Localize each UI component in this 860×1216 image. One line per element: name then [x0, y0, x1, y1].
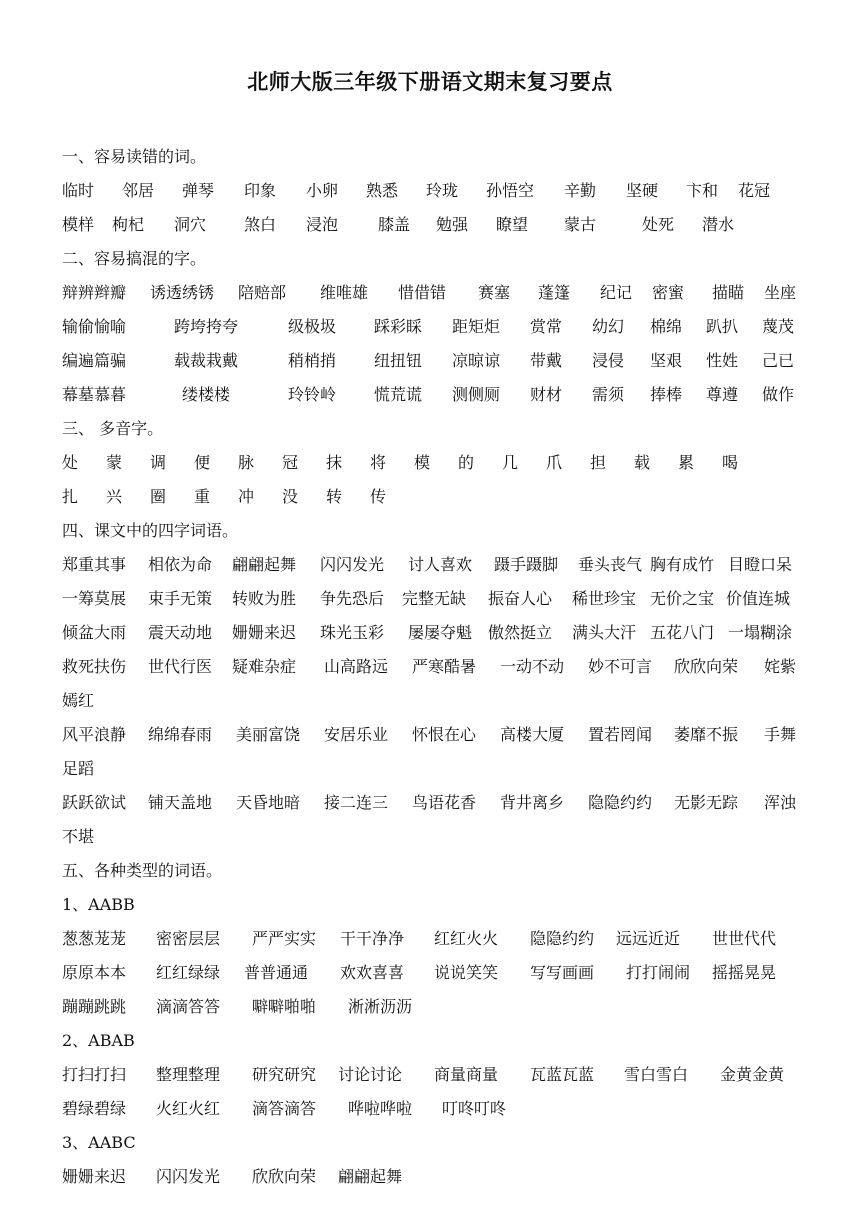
- confusing-word: 尊遵: [706, 385, 739, 404]
- misread-word: 熟悉: [366, 181, 399, 200]
- idioms-word: 足蹈: [62, 759, 95, 778]
- idioms-word: 翩翩起舞: [232, 555, 297, 574]
- confusing-word: 输偷愉喻: [62, 317, 127, 336]
- idioms-word: 严寒酷暑: [412, 657, 477, 676]
- aabb-word: 干干净净: [340, 929, 405, 948]
- aabb-word: 原原本本: [62, 963, 127, 982]
- idioms-word: 郑重其事: [62, 555, 127, 574]
- aabc-word: 姗姗来迟: [62, 1167, 127, 1186]
- idioms-word: 目瞪口呆: [728, 555, 793, 574]
- idioms-word: 束手无策: [148, 589, 213, 608]
- idioms-word: 五花八门: [650, 623, 715, 642]
- polyphones-word: 没: [282, 487, 299, 506]
- subsection-heading: 2、ABAB: [62, 1031, 135, 1050]
- idioms-word: 相依为命: [148, 555, 213, 574]
- section-heading: 四、课文中的四字词语。: [62, 521, 239, 540]
- idioms-word: 嫣红: [62, 691, 95, 710]
- idioms-word: 倾盆大雨: [62, 623, 127, 642]
- abab-word: 瓦蓝瓦蓝: [530, 1065, 595, 1084]
- confusing-word: 诱透绣锈: [150, 283, 215, 302]
- misread-word: 邻居: [122, 181, 155, 200]
- confusing-word: 幕墓慕暮: [62, 385, 127, 404]
- confusing-word: 稍梢捎: [288, 351, 337, 370]
- section-heading: 一、容易读错的词。: [62, 147, 207, 166]
- misread-word: 坚硬: [626, 181, 659, 200]
- section-heading: 五、各种类型的词语。: [62, 861, 223, 880]
- subsection-heading: 1、AABB: [62, 895, 135, 914]
- aabc-word: 欣欣向荣: [252, 1167, 317, 1186]
- polyphones-word: 抹: [326, 453, 343, 472]
- idioms-word: 鸟语花香: [412, 793, 477, 812]
- confusing-word: 蓬篷: [538, 283, 571, 302]
- aabb-word: 红红火火: [434, 929, 499, 948]
- confusing-word: 陪赔部: [238, 283, 287, 302]
- confusing-word: 需须: [592, 385, 625, 404]
- idioms-word: 安居乐业: [324, 725, 389, 744]
- polyphones-word: 累: [678, 453, 695, 472]
- abab-word: 滴答滴答: [252, 1099, 317, 1118]
- idioms-word: 疑难杂症: [232, 657, 297, 676]
- idioms-word: 胸有成竹: [650, 555, 715, 574]
- confusing-word: 坐座: [764, 283, 797, 302]
- polyphones-word: 将: [370, 453, 387, 472]
- misread-word: 小卵: [306, 181, 339, 200]
- misread-word: 孙悟空: [486, 181, 535, 200]
- idioms-word: 姗姗来迟: [232, 623, 297, 642]
- confusing-word: 测侧厕: [452, 385, 501, 404]
- polyphones-word: 传: [370, 487, 387, 506]
- abab-word: 雪白雪白: [624, 1065, 689, 1084]
- confusing-word: 惜借错: [398, 283, 447, 302]
- polyphones-word: 圈: [150, 487, 167, 506]
- confusing-word: 蔑茂: [762, 317, 795, 336]
- confusing-word: 编遍篇骗: [62, 351, 127, 370]
- misread-word: 煞白: [244, 215, 277, 234]
- idioms-word: 浑浊: [764, 793, 797, 812]
- section-heading: 二、容易搞混的字。: [62, 249, 207, 268]
- misread-word: 处死: [642, 215, 675, 234]
- misread-word: 勉强: [436, 215, 469, 234]
- confusing-word: 跨垮挎夸: [174, 317, 239, 336]
- misread-word: 浸泡: [306, 215, 339, 234]
- polyphones-word: 脉: [238, 453, 255, 472]
- confusing-word: 坚艰: [650, 351, 683, 370]
- idioms-word: 闪闪发光: [320, 555, 385, 574]
- confusing-word: 幼幻: [592, 317, 625, 336]
- polyphones-word: 扎: [62, 487, 79, 506]
- aabb-word: 淅淅沥沥: [348, 997, 413, 1016]
- idioms-word: 萎靡不振: [674, 725, 739, 744]
- confusing-word: 维唯雄: [320, 283, 369, 302]
- aabb-word: 普普通通: [244, 963, 309, 982]
- polyphones-word: 喝: [722, 453, 739, 472]
- aabb-word: 写写画画: [530, 963, 595, 982]
- aabb-word: 远远近近: [616, 929, 681, 948]
- aabb-word: 噼噼啪啪: [252, 997, 317, 1016]
- idioms-word: 价值连城: [726, 589, 791, 608]
- idioms-word: 跃跃欲试: [62, 793, 127, 812]
- polyphones-word: 便: [194, 453, 211, 472]
- abab-word: 打扫打扫: [62, 1065, 127, 1084]
- aabb-word: 欢欢喜喜: [340, 963, 405, 982]
- confusing-word: 距矩炬: [452, 317, 501, 336]
- polyphones-word: 模: [414, 453, 431, 472]
- section-heading: 三、 多音字。: [62, 419, 164, 438]
- aabb-word: 严严实实: [252, 929, 317, 948]
- aabb-word: 葱葱茏茏: [62, 929, 127, 948]
- idioms-word: 山高路远: [324, 657, 389, 676]
- confusing-word: 玲铃岭: [288, 385, 337, 404]
- confusing-word: 己已: [762, 351, 795, 370]
- aabb-word: 隐隐约约: [530, 929, 595, 948]
- confusing-word: 描瞄: [712, 283, 745, 302]
- idioms-word: 手舞: [764, 725, 797, 744]
- idioms-word: 接二连三: [324, 793, 389, 812]
- confusing-word: 纪记: [600, 283, 633, 302]
- confusing-word: 辩辨辫瓣: [62, 283, 127, 302]
- idioms-word: 不堪: [62, 827, 95, 846]
- idioms-word: 天昏地暗: [236, 793, 301, 812]
- confusing-word: 纽扭钮: [374, 351, 423, 370]
- confusing-word: 密蜜: [652, 283, 685, 302]
- idioms-word: 隐隐约约: [588, 793, 653, 812]
- idioms-word: 铺天盖地: [148, 793, 213, 812]
- idioms-word: 争先恐后: [320, 589, 385, 608]
- polyphones-word: 载: [634, 453, 651, 472]
- misread-word: 瞭望: [496, 215, 529, 234]
- aabc-word: 闪闪发光: [156, 1167, 221, 1186]
- confusing-word: 赏常: [530, 317, 563, 336]
- idioms-word: 美丽富饶: [236, 725, 301, 744]
- idioms-word: 讨人喜欢: [408, 555, 473, 574]
- aabb-word: 蹦蹦跳跳: [62, 997, 127, 1016]
- idioms-word: 妙不可言: [588, 657, 653, 676]
- abab-word: 火红火红: [156, 1099, 221, 1118]
- confusing-word: 赛塞: [478, 283, 511, 302]
- misread-word: 弹琴: [182, 181, 215, 200]
- abab-word: 商量商量: [434, 1065, 499, 1084]
- polyphones-word: 重: [194, 487, 211, 506]
- misread-word: 玲珑: [426, 181, 459, 200]
- confusing-word: 棉绵: [650, 317, 683, 336]
- abab-word: 哗啦哗啦: [348, 1099, 413, 1118]
- confusing-word: 凉晾谅: [452, 351, 501, 370]
- polyphones-word: 冲: [238, 487, 255, 506]
- polyphones-word: 处: [62, 453, 79, 472]
- confusing-word: 踩彩睬: [374, 317, 423, 336]
- idioms-word: 屡屡夺魁: [408, 623, 473, 642]
- idioms-word: 置若罔闻: [588, 725, 653, 744]
- abab-word: 整理整理: [156, 1065, 221, 1084]
- confusing-word: 缕楼楼: [182, 385, 231, 404]
- idioms-word: 完整无缺: [402, 589, 467, 608]
- misread-word: 模样: [62, 215, 95, 234]
- idioms-word: 一塌糊涂: [728, 623, 793, 642]
- idioms-word: 稀世珍宝: [572, 589, 637, 608]
- idioms-word: 振奋人心: [488, 589, 553, 608]
- confusing-word: 浸侵: [592, 351, 625, 370]
- aabb-word: 世世代代: [712, 929, 777, 948]
- idioms-word: 绵绵春雨: [148, 725, 213, 744]
- misread-word: 辛勤: [564, 181, 597, 200]
- idioms-word: 珠光玉彩: [320, 623, 385, 642]
- polyphones-word: 爪: [546, 453, 563, 472]
- idioms-word: 震天动地: [148, 623, 213, 642]
- idioms-word: 欣欣向荣: [674, 657, 739, 676]
- confusing-word: 载裁栽戴: [174, 351, 239, 370]
- aabc-word: 翩翩起舞: [338, 1167, 403, 1186]
- abab-word: 叮咚叮咚: [442, 1099, 507, 1118]
- misread-word: 枸杞: [112, 215, 145, 234]
- idioms-word: 姹紫: [764, 657, 797, 676]
- idioms-word: 无价之宝: [650, 589, 715, 608]
- polyphones-word: 几: [502, 453, 519, 472]
- misread-word: 洞穴: [174, 215, 207, 234]
- confusing-word: 财材: [530, 385, 563, 404]
- idioms-word: 蹑手蹑脚: [494, 555, 559, 574]
- page-title: 北师大版三年级下册语文期末复习要点: [247, 70, 613, 94]
- polyphones-word: 的: [458, 453, 475, 472]
- aabb-word: 红红绿绿: [156, 963, 221, 982]
- idioms-word: 垂头丧气: [578, 555, 643, 574]
- abab-word: 讨论讨论: [338, 1065, 403, 1084]
- idioms-word: 背井离乡: [500, 793, 565, 812]
- misread-word: 花冠: [738, 181, 771, 200]
- polyphones-word: 担: [590, 453, 607, 472]
- idioms-word: 无影无踪: [674, 793, 739, 812]
- confusing-word: 级极圾: [288, 317, 337, 336]
- idioms-word: 傲然挺立: [488, 623, 553, 642]
- idioms-word: 救死扶伤: [62, 657, 127, 676]
- polyphones-word: 调: [150, 453, 167, 472]
- confusing-word: 捧棒: [650, 385, 683, 404]
- confusing-word: 慌荒谎: [374, 385, 423, 404]
- idioms-word: 高楼大厦: [500, 725, 565, 744]
- abab-word: 碧绿碧绿: [62, 1099, 127, 1118]
- misread-word: 卞和: [686, 181, 719, 200]
- confusing-word: 带戴: [530, 351, 563, 370]
- idioms-word: 世代行医: [148, 657, 213, 676]
- aabb-word: 说说笑笑: [434, 963, 499, 982]
- aabb-word: 打打闹闹: [626, 963, 691, 982]
- confusing-word: 做作: [762, 385, 795, 404]
- polyphones-word: 兴: [106, 487, 123, 506]
- idioms-word: 一动不动: [500, 657, 565, 676]
- confusing-word: 性姓: [706, 351, 739, 370]
- misread-word: 膝盖: [378, 215, 411, 234]
- polyphones-word: 冠: [282, 453, 299, 472]
- aabb-word: 密密层层: [156, 929, 221, 948]
- confusing-word: 趴扒: [706, 317, 739, 336]
- idioms-word: 满头大汗: [572, 623, 637, 642]
- polyphones-word: 转: [326, 487, 343, 506]
- misread-word: 临时: [62, 181, 95, 200]
- idioms-word: 怀恨在心: [412, 725, 477, 744]
- misread-word: 潜水: [702, 215, 735, 234]
- idioms-word: 转败为胜: [232, 589, 297, 608]
- aabb-word: 摇摇晃晃: [712, 963, 777, 982]
- subsection-heading: 3、AABC: [62, 1133, 136, 1152]
- abab-word: 研究研究: [252, 1065, 317, 1084]
- misread-word: 蒙古: [564, 215, 597, 234]
- aabb-word: 滴滴答答: [156, 997, 221, 1016]
- misread-word: 印象: [244, 181, 277, 200]
- polyphones-word: 蒙: [106, 453, 123, 472]
- idioms-word: 风平浪静: [62, 725, 127, 744]
- abab-word: 金黄金黄: [720, 1065, 785, 1084]
- idioms-word: 一筹莫展: [62, 589, 127, 608]
